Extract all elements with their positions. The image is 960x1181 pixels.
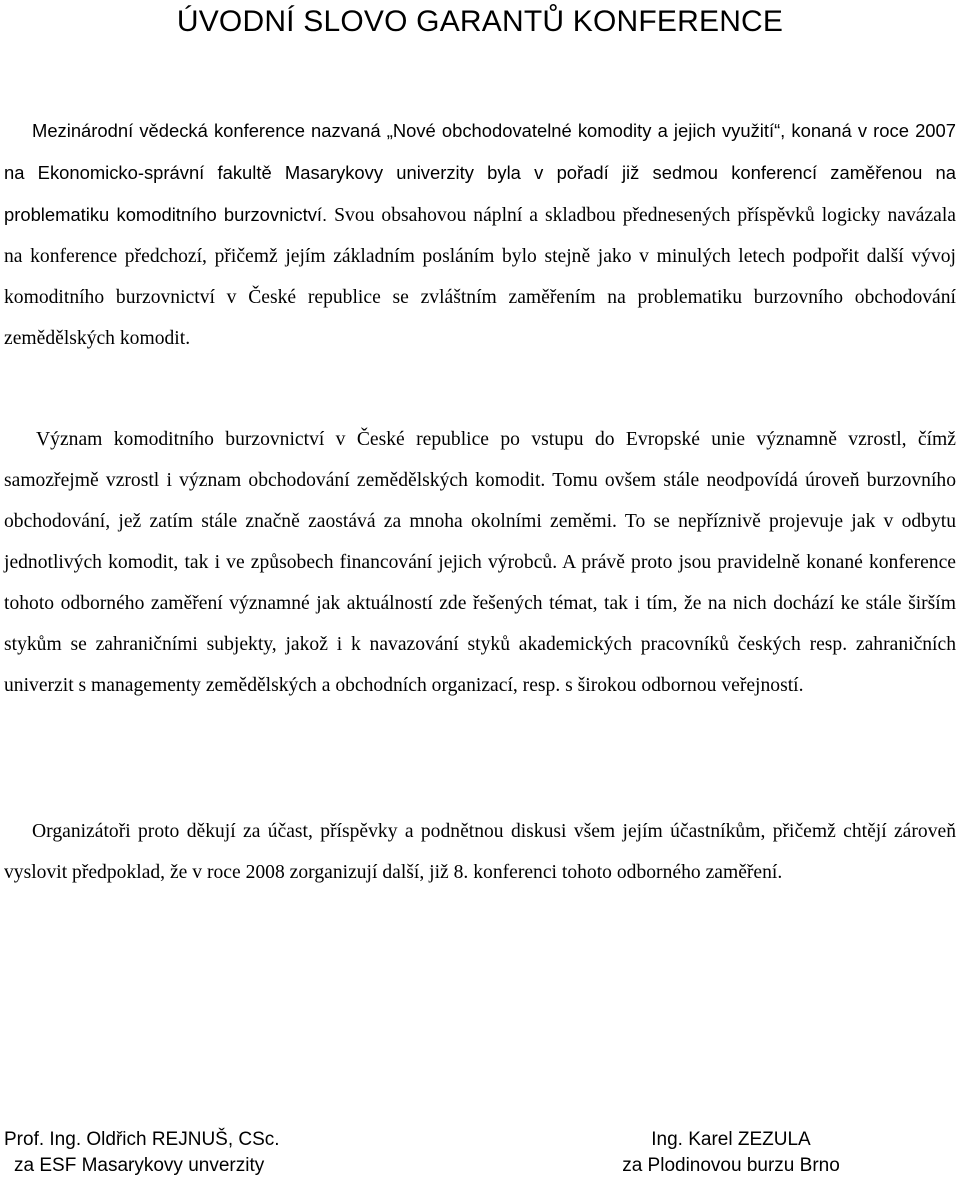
signature-left-affiliation: za ESF Masarykovy unverzity	[14, 1155, 265, 1176]
paragraph-intro	[4, 110, 956, 359]
document-title: ÚVODNÍ SLOVO GARANTŮ KONFERENCE	[176, 5, 784, 38]
signature-left-name: Prof. Ing. Oldřich REJNUŠ, CSc.	[4, 1129, 280, 1150]
paragraph-thanks: Organizátoři proto děkují za účast, příspěvky a podnětnou diskusi všem jejím účastníkům, přičemž chtějí zároveň vyslovit předpoklad, že v roce 2008 zorganizují další, již 8. konferenci tohoto odborného zaměření.	[4, 821, 956, 883]
signature-right-name: Ing. Karel ZEZULA	[651, 1129, 811, 1150]
paragraph-significance: Význam komoditního burzovnictví v České republice po vstupu do Evropské unie významně vzrostl, čímž samozřejmě vzrostl i význam obchodování zemědělských komodit. Tomu ovšem stále neodpovídá úroveň burzovního obchodování, jež zatím stále značně zaostává za mnoha okolními zeměmi. To se nepříznivě projevuje jak v odbytu jednotlivých komodit, tak i ve způsobech financování jejich výrobců. A právě proto jsou pravidelně konané konference tohoto odborného zaměření významné jak aktuálností zde řešených témat, tak i tím, že na nich dochází ke stále širším stykům se zahraničními subjekty, jakož i k navazování styků akademických pracovníků českých resp. zahraničních univerzit s managementy zemědělských a obchodních organizací, resp. s širokou odbornou veřejností.	[4, 429, 956, 696]
paragraph-intro-rest: Svou obsahovou náplní a skladbou přednesených příspěvků logicky navázala na konference předchozí, přičemž jejím základním posláním bylo stejně jako v minulých letech podpořit další vývoj komoditního burzovnictví v České republice se zvláštním zaměřením na problematiku burzovního obchodování zemědělských komodit.	[4, 205, 956, 349]
signature-left	[4, 1127, 280, 1179]
paragraph-intro-first-sentence: Mezinárodní vědecká konference nazvaná „Nové obchodovatelné komodity a jejich využití“, konaná v roce 2007 na Ekonomicko-správní fakultě Masarykovy univerzity byla v pořadí již sedmou konferencí zaměřenou na problematiku komoditního burzovnictví.	[4, 120, 956, 225]
signature-right-affiliation: za Plodinovou burzu Brno	[622, 1155, 840, 1176]
signature-right	[604, 1127, 858, 1179]
